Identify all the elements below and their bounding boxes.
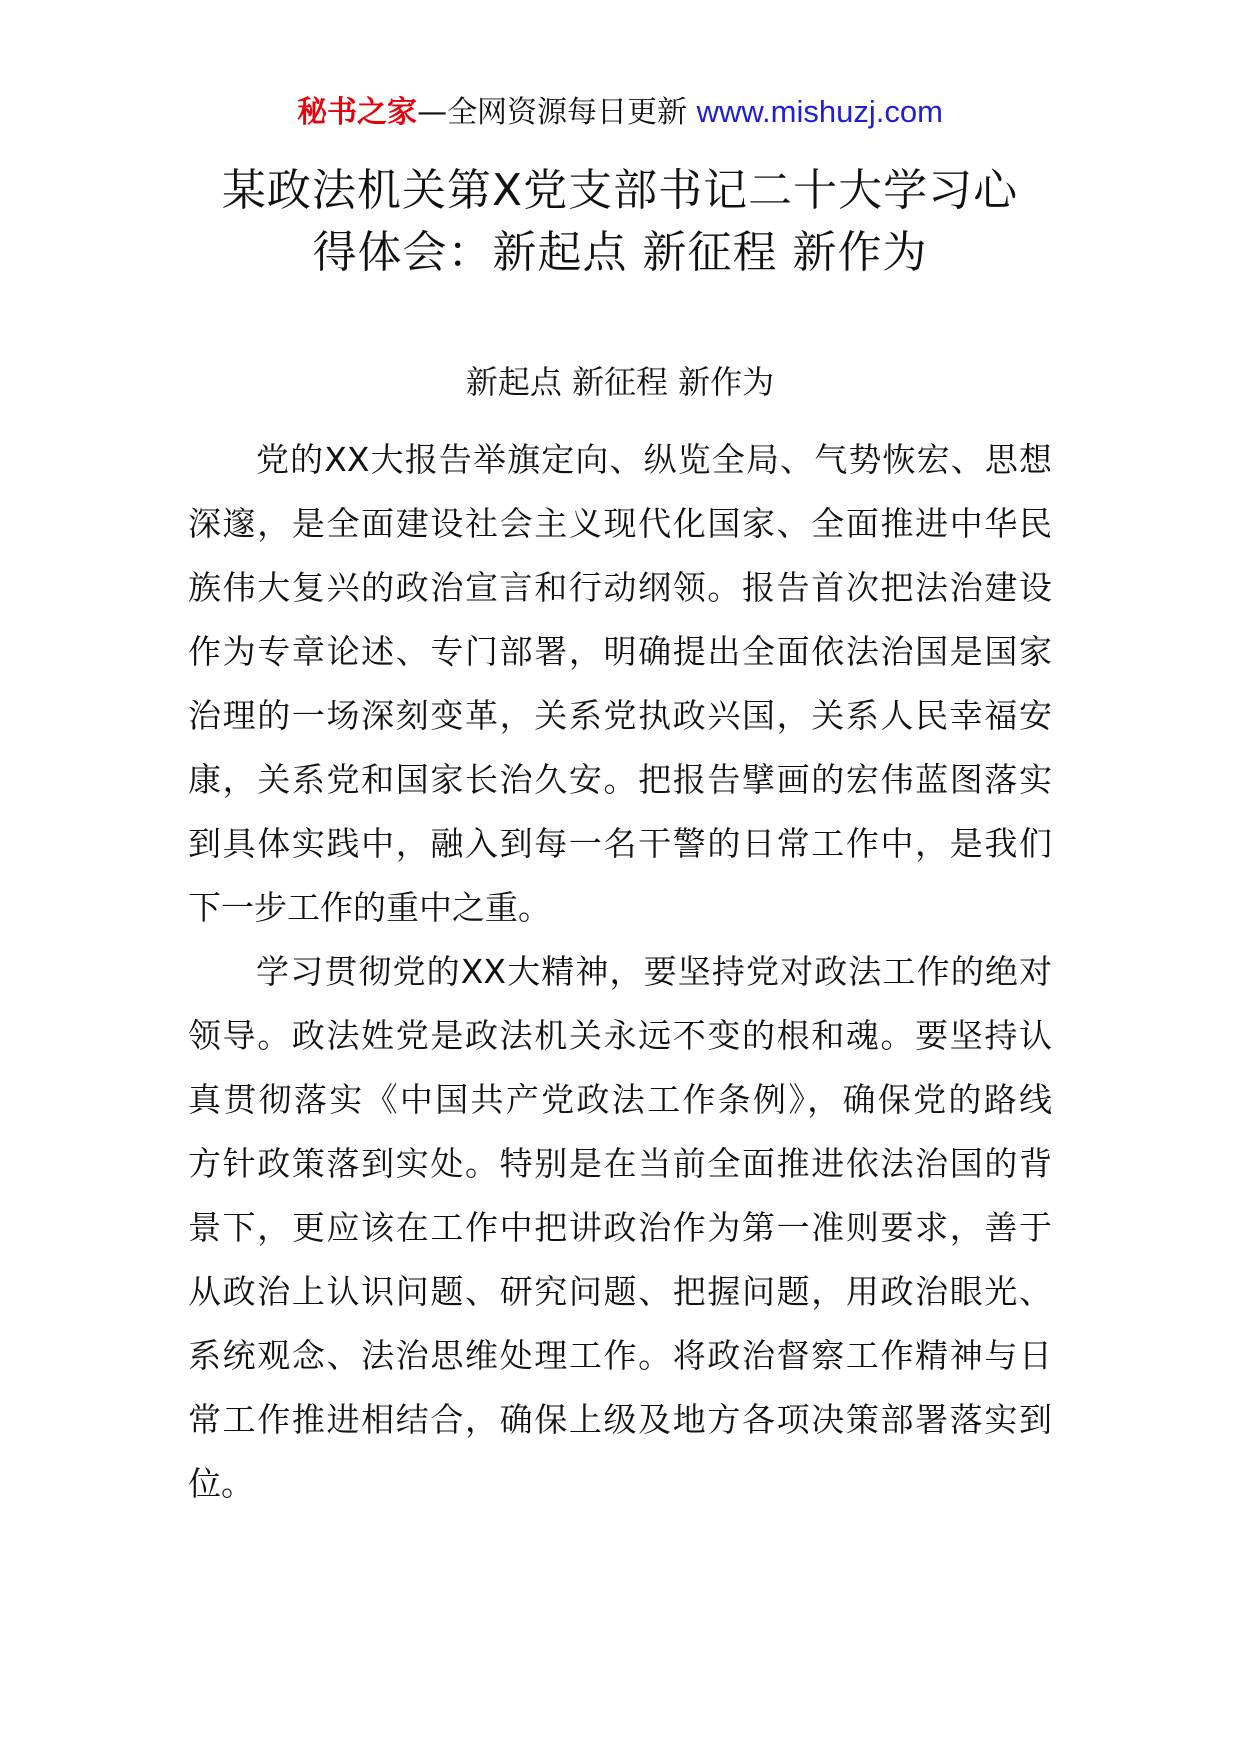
paragraph-line: 康，关系党和国家长治久安。把报告擘画的宏伟蓝图落实 (188, 760, 1052, 799)
paragraph-line: 下一步工作的重中之重。 (188, 888, 551, 927)
paragraph-line: 作为专章论述、专门部署，明确提出全面依法治国是国家 (188, 632, 1052, 671)
paragraph-line: 治理的一场深刻变革，关系党执政兴国，关系人民幸福安 (188, 696, 1052, 735)
paragraph-line: 位。 (188, 1464, 254, 1503)
paragraph-line: 党的XX大报告举旗定向、纵览全局、气势恢宏、思想 (256, 440, 1052, 479)
document-title (150, 160, 1090, 284)
document-subtitle: 新起点 新征程 新作为 (465, 363, 775, 401)
paragraph-line: 深邃，是全面建设社会主义现代化国家、全面推进中华民 (188, 504, 1052, 543)
site-url-link[interactable]: www.mishuzj.com (696, 94, 943, 129)
site-header (0, 92, 1240, 133)
paragraph-line: 到具体实践中，融入到每一名干警的日常工作中，是我们 (188, 824, 1052, 863)
paragraph-line: 系统观念、法治思维处理工作。将政治督察工作精神与日 (188, 1336, 1052, 1375)
paragraph-line: 方针政策落到实处。特别是在当前全面推进依法治国的背 (188, 1144, 1052, 1183)
paragraph-line: 真贯彻落实《中国共产党政法工作条例》，确保党的路线 (188, 1080, 1052, 1119)
paragraph-1 (188, 428, 1052, 940)
paragraph-line: 常工作推进相结合，确保上级及地方各项决策部署落实到 (188, 1400, 1052, 1439)
paragraph-line: 景下，更应该在工作中把讲政治作为第一准则要求，善于 (188, 1208, 1052, 1247)
paragraph-line: 从政治上认识问题、研究问题、把握问题，用政治眼光、 (188, 1272, 1052, 1311)
paragraph-2 (188, 940, 1052, 1516)
paragraph-line: 领导。政法姓党是政法机关永远不变的根和魂。要坚持认 (188, 1016, 1052, 1055)
brand-name: 秘书之家 (297, 95, 418, 130)
document-title-line-2: 得体会：新起点 新征程 新作为 (312, 227, 928, 278)
paragraph-line: 学习贯彻党的XX大精神，要坚持党对政法工作的绝对 (256, 952, 1052, 991)
header-tagline: —全网资源每日更新 (417, 95, 697, 130)
paragraph-line: 族伟大复兴的政治宣言和行动纲领。报告首次把法治建设 (188, 568, 1052, 607)
document-title-line-1: 某政法机关第X党支部书记二十大学习心 (221, 165, 1019, 216)
